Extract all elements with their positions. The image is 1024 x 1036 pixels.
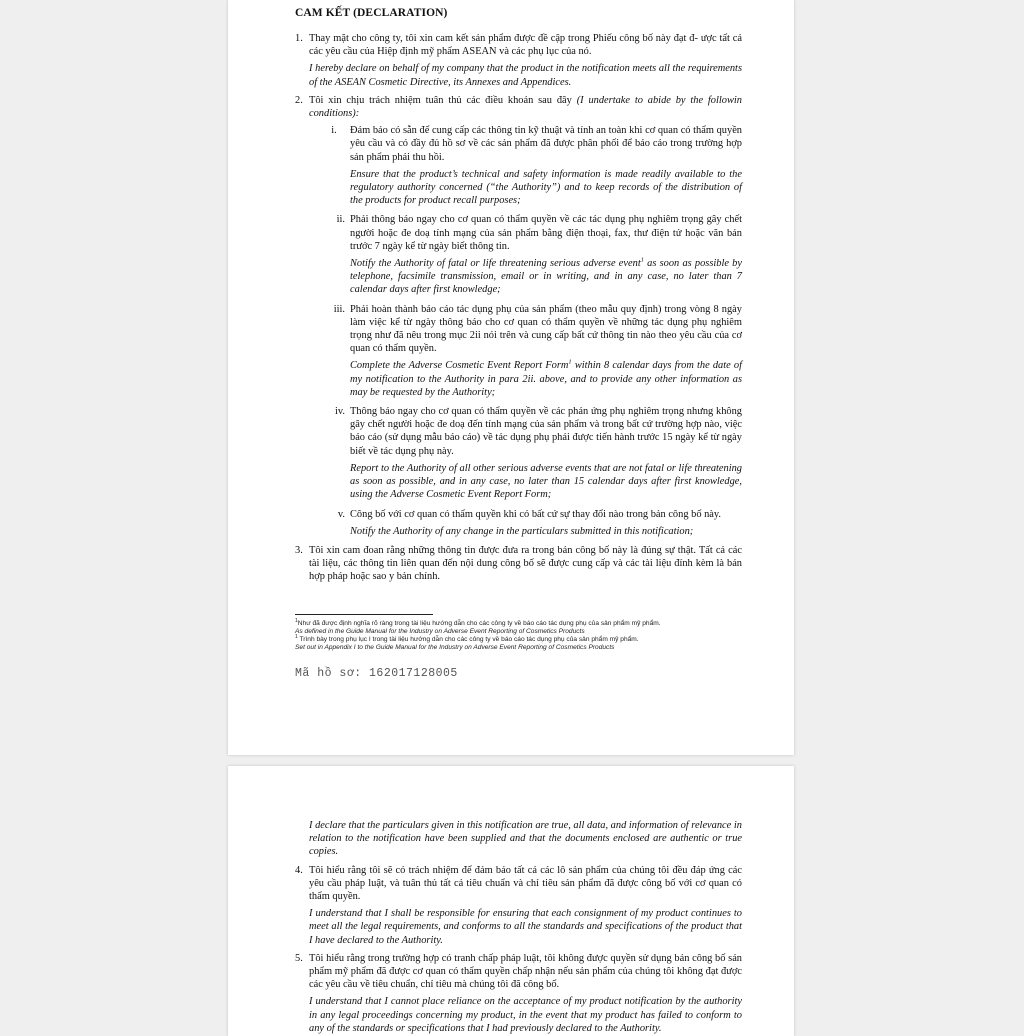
footnote-divider	[295, 614, 433, 615]
condition-number: i.	[331, 125, 337, 137]
item-english-text: I understand that I shall be responsible for ensuring that each consignment of my product continues to meet all the legal requirements, and conforms to all the standards and specifications of the product that I have declared to the Authority.	[309, 908, 742, 946]
file-number: Mã hồ sơ: 162017128005	[295, 666, 458, 680]
declaration-item-4	[295, 864, 742, 947]
footnote-marker: 1	[295, 633, 298, 640]
declaration-title: CAM KẾT (DECLARATION)	[295, 7, 448, 19]
condition-i	[323, 124, 742, 207]
condition-vietnamese-text: Phải thông báo ngay cho cơ quan có thẩm quyền về các tác dụng phụ nghiêm trọng gây chết người hoặc đe doạ tính mạng của sản phẩm bằng điện thoại, fax, thư điện tử hoặc văn bản trước 7 ngày kể từ ngày biết thông tin.	[350, 214, 742, 252]
condition-vietnamese-text: Thông báo ngay cho cơ quan có thẩm quyền về các phản ứng phụ nghiêm trọng nhưng không gây chết người hoặc đe doạ đến tính mạng của sản phẩm và trong bất cứ trường hợp nào, việc báo cáo (sử dụng mẫu báo cáo) về tác dụng phụ phải được tiến hành trước 15 ngày kể từ ngày biết về tác dụng phụ này.	[350, 406, 742, 457]
declaration-item-3	[295, 544, 742, 584]
condition-english-part-a: Complete the Adverse Cosmetic Event Report Form	[350, 360, 569, 372]
condition-v	[323, 508, 742, 538]
item-english-text: I understand that I cannot place reliance on the acceptance of my product notification by the authority in any legal proceedings concerning my product, in the event that my product has failed to conform to any of the standards or specifications that I had previously declared to the Authority.	[309, 996, 742, 1034]
condition-english-text: Notify the Authority of any change in the particulars submitted in this notification;	[350, 525, 694, 537]
footnote-marker: 1	[295, 617, 298, 624]
footnotes	[295, 617, 742, 653]
condition-vietnamese-text: Đảm bảo có sẵn để cung cấp các thông tin kỹ thuật và tính an toàn khi cơ quan có thẩm quyền yêu cầu và có đầy đủ hồ sơ về các sản phẩm đã được phân phối để báo cáo trong trường hợp sản phẩm phải thu hồi.	[350, 125, 742, 163]
item-vietnamese-text: Tôi hiểu rằng trong trường hợp có tranh chấp pháp luật, tôi không được quyền sử dụng bản công bố sản phẩm mỹ phẩm đã được cơ quan có thẩm quyền chấp nhận nếu sản phẩm của chúng tôi không đạt được các yêu cầu về tiêu chuẩn, chỉ tiêu mà chúng tôi đã công bố.	[309, 952, 742, 991]
condition-english-text	[350, 257, 742, 297]
condition-iii	[323, 303, 742, 399]
declaration-item-2	[295, 94, 742, 538]
footnote-reference: 1	[640, 256, 644, 264]
item-number: 5.	[295, 952, 303, 964]
declaration-item-1	[295, 32, 742, 89]
footnote-2-english: Set out in Appendix I to the Guide Manual for the Industry on Adverse Event Reporting of Cosmetics Products	[295, 644, 615, 652]
condition-english-part-a: Notify the Authority of fatal or life threatening serious adverse event	[350, 258, 641, 270]
condition-english-part-b: as soon as possible by telephone, facsimile transmission, email or in writing, and in any case, no later than 7 calendar days after first knowledge;	[350, 258, 742, 296]
condition-vietnamese-text: Phải hoàn thành báo cáo tác dụng phụ của sản phẩm (theo mẫu quy định) trong vòng 8 ngày làm việc kể từ ngày thông báo cho cơ quan có thẩm quyền về những tác dụng phụ nghiêm trọng như đã nêu trong mục 2ii nói trên và cung cấp bất cứ thông tin nào theo yêu cầu của cơ quan có thẩm quyền.	[350, 303, 742, 355]
condition-english-text	[350, 359, 742, 399]
footnote-text: Trình bày trong phụ lục I trong tài liệu hướng dẫn cho các công ty về báo cáo tác dụng phụ của sản phẩm mỹ phẩm.	[297, 636, 639, 644]
footnote-1-english: As defined in the Guide Manual for the Industry on Adverse Event Reporting of Cosmetics Products	[295, 627, 585, 635]
item-vietnamese-text	[309, 94, 742, 120]
condition-list	[323, 124, 742, 538]
item-english-text: I declare that the particulars given in this notification are true, all data, and information of relevance in relation to the notification have been supplied and that the documents enclosed are authentic or true copies.	[309, 820, 742, 858]
condition-english-part-b: within 8 calendar days from the date of my notification to the Authority in para 2ii. above, and to provide any other information as may be requested by the Authority;	[350, 360, 742, 398]
condition-ii	[323, 213, 742, 296]
footnote-1-vietnamese	[295, 617, 742, 628]
item-vietnamese-text: Thay mặt cho công ty, tôi xin cam kết sản phẩm được đề cập trong Phiếu công bố này đạt đ- ược tất cả các yêu cầu của Hiệp định mỹ phẩm ASEAN và các phụ lục của nó.	[309, 33, 742, 58]
condition-number: ii.	[336, 214, 345, 226]
condition-iv	[323, 405, 742, 501]
item-number: 2.	[295, 94, 303, 106]
document-page-1	[228, 0, 794, 755]
declaration-item-5	[295, 952, 742, 1035]
item-vietnamese-lead: Tôi xin chịu trách nhiệm tuân thủ các điều khoản sau đây	[309, 94, 572, 106]
item-number: 1.	[295, 33, 303, 44]
condition-english-text: Report to the Authority of all other serious adverse events that are not fatal or life threatening as soon as possible, and in any case, no later than 15 calendar days after first knowledge, using the Adverse Cosmetic Event Report Form;	[350, 462, 742, 501]
condition-vietnamese-text: Công bố với cơ quan có thẩm quyền khi có bất cứ sự thay đổi nào trong bản công bố này.	[350, 508, 722, 520]
item-english-inline: (I undertake to abide by the followin conditions):	[309, 94, 742, 120]
item-vietnamese-text: Tôi xin cam đoan rằng những thông tin được đưa ra trong bản công bố này là đúng sự thật. Tất cả các tài liệu, các thông tin liên quan đến nội dung công bố sẽ được cung cấp và các tài liệu đính kèm là bản hợp pháp hoặc sao y bản chính.	[309, 544, 742, 583]
page-2-content	[295, 819, 742, 1036]
footnote-reference: 1	[568, 359, 572, 366]
item-vietnamese-text: Tôi hiểu rằng tôi sẽ có trách nhiệm để đảm bảo tất cả các lô sản phẩm của chúng tôi đều đáp ứng các yêu cầu pháp luật, và tuân thủ tất cả tiêu chuẩn và chỉ tiêu sản phẩm đã được công bố với cơ quan có thẩm quyền.	[309, 864, 742, 903]
item-number: 4.	[295, 864, 303, 876]
footnote-2-vietnamese	[295, 633, 742, 644]
item-number: 3.	[295, 544, 303, 556]
declaration-item-3-continued	[295, 819, 742, 859]
document-page-2	[228, 766, 794, 1036]
condition-number: iv.	[334, 406, 345, 418]
condition-english-text: Ensure that the product’s technical and safety information is made readily available to the regulatory authority concerned (“the Authority”) and to keep records of the distribution of the products for product recall purposes;	[350, 168, 742, 207]
page-1-content	[295, 7, 742, 680]
footnote-text: Như đã được định nghĩa rõ ràng trong tài liệu hướng dẫn cho các công ty về báo cáo tác dụng phụ của sản phẩm mỹ phẩm.	[297, 619, 661, 627]
item-english-text: I hereby declare on behalf of my company that the product in the notification meets all the requirements of the ASEAN Cosmetic Directive, its Annexes and Appendices.	[309, 63, 742, 88]
condition-number: v.	[337, 508, 345, 520]
condition-number: iii.	[333, 303, 345, 315]
